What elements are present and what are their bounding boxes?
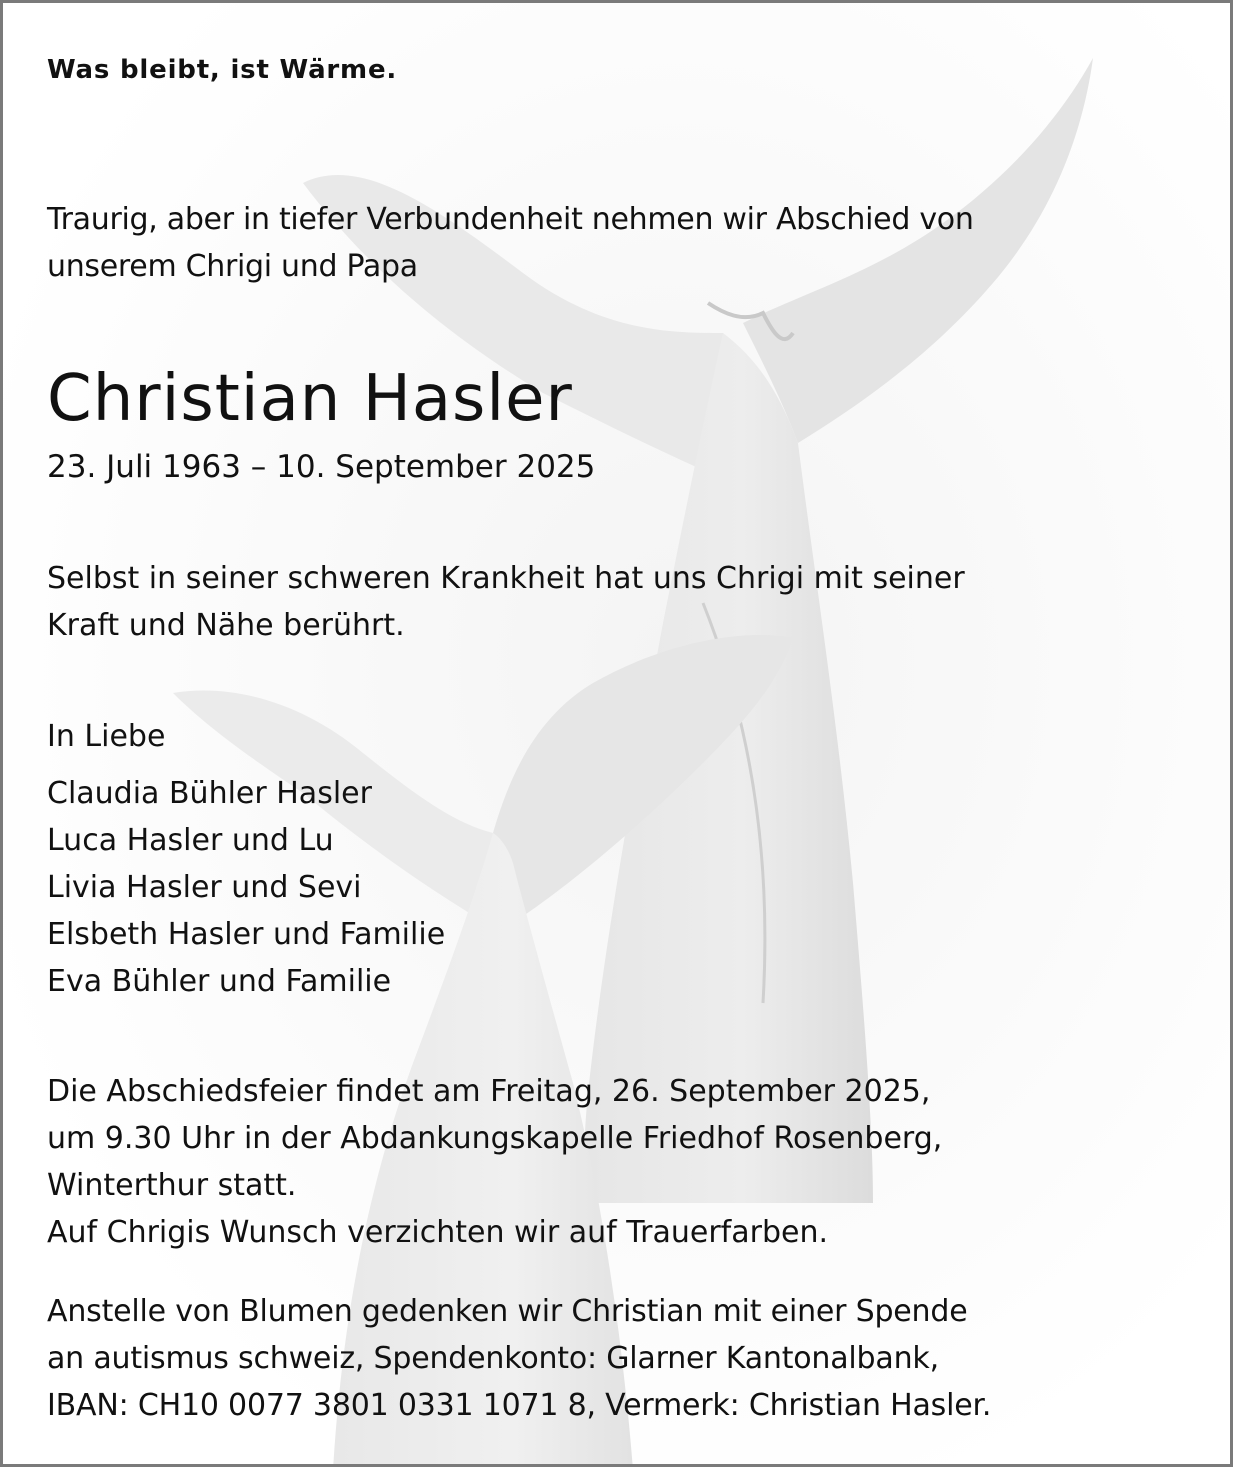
intro-line: unserem Chrigi und Papa (47, 249, 418, 284)
service-line: Auf Chrigis Wunsch verzichten wir auf Trauerfarben. (47, 1215, 829, 1250)
tribute-line: Selbst in seiner schweren Krankheit hat uns Chrigi mit seiner (47, 561, 965, 596)
service-line: um 9.30 Uhr in der Abdankungskapelle Friedhof Rosenberg, (47, 1121, 943, 1156)
service-paragraph (47, 1068, 942, 1256)
intro-line: Traurig, aber in tiefer Verbundenheit nehmen wir Abschied von (47, 202, 974, 237)
family-list (47, 770, 445, 1005)
donation-paragraph (47, 1288, 991, 1429)
intro-paragraph (47, 196, 974, 290)
family-member: Claudia Bühler Hasler (47, 776, 372, 811)
tribute-line: Kraft und Nähe berührt. (47, 608, 405, 643)
family-member: Luca Hasler und Lu (47, 823, 334, 858)
in-love-label: In Liebe (47, 719, 166, 754)
family-member: Elsbeth Hasler und Familie (47, 917, 446, 952)
motto-heading: Was bleibt, ist Wärme. (47, 55, 398, 85)
deceased-name: Christian Hasler (47, 362, 573, 436)
donation-line: IBAN: CH10 0077 3801 0331 1071 8, Vermerk: Christian Hasler. (47, 1388, 992, 1423)
service-line: Die Abschiedsfeier findet am Freitag, 26. September 2025, (47, 1074, 931, 1109)
tribute-paragraph (47, 555, 965, 649)
life-dates: 23. Juli 1963 – 10. September 2025 (47, 449, 596, 485)
donation-line: an autismus schweiz, Spendenkonto: Glarner Kantonalbank, (47, 1341, 939, 1376)
donation-line: Anstelle von Blumen gedenken wir Christian mit einer Spende (47, 1294, 968, 1329)
family-member: Livia Hasler und Sevi (47, 870, 362, 905)
family-member: Eva Bühler und Familie (47, 964, 392, 999)
service-line: Winterthur statt. (47, 1168, 297, 1203)
